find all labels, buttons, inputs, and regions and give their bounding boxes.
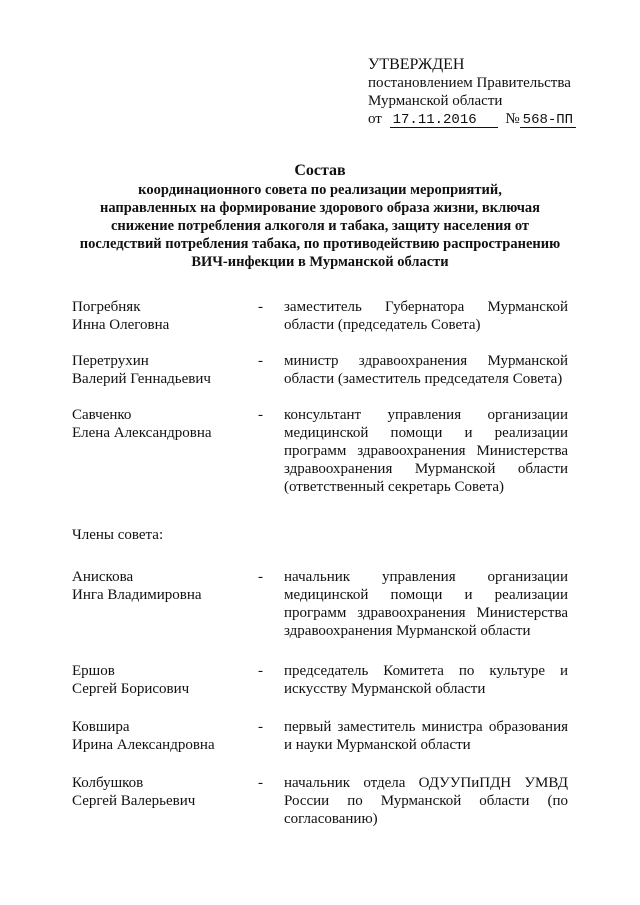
member-name [72,774,258,828]
member-role: начальник отдела ОДУУПиПДН УМВД России по Мурманской области (по согласованию) [284,775,568,827]
member-surname: Ершов [72,663,115,679]
approval-line-1: постановлением Правительства [368,75,571,91]
document-title [40,162,600,271]
member-name [72,718,258,754]
approval-date-line [368,110,588,128]
dash-separator: - [258,299,263,315]
approval-stamp [368,56,588,128]
member-name [72,662,258,698]
title-line-5: последствий потребления табака, по противодействию распространению [79,236,561,252]
roster-entry [72,298,572,334]
approval-line-2: Мурманской области [368,93,503,109]
member-role: заместитель Губернатора Мурманской области (председатель Совета) [284,299,568,333]
title-line-6: ВИЧ-инфекции в Мурманской области [191,254,449,270]
roster-entry [72,568,572,640]
member-name [72,568,258,640]
member-surname: Колбушков [72,775,144,791]
roster-entry [72,718,572,754]
member-surname: Ковшира [72,719,130,735]
member-given-names: Сергей Валерьевич [72,793,196,809]
roster-entry [72,352,572,388]
roster-entry [72,406,572,496]
approval-number: 568-ПП [520,113,576,128]
member-surname: Перетрухин [72,353,149,369]
roster-entry [72,662,572,698]
approval-from-label: от [368,111,382,127]
member-surname: Савченко [72,407,132,423]
member-given-names: Ирина Александровна [72,737,215,753]
roster-entry [72,774,572,828]
dash-separator: - [258,569,263,585]
dash-separator: - [258,353,263,369]
member-name [72,298,258,334]
member-role: начальник управления организации медицинской помощи и реализации программ здравоохранения Министерства здравоохранения Мурманской области [284,569,568,639]
title-line-3: направленных на формирование здорового образа жизни, включая [99,200,541,216]
approval-date: 17.11.2016 [390,113,498,128]
title-line-1: Состав [294,162,346,179]
dash-separator: - [258,663,263,679]
approval-heading: УТВЕРЖДЕН [368,56,465,73]
members-heading: Члены совета: [72,527,164,543]
council-roster [72,298,572,828]
member-role: председатель Комитета по культуре и искусству Мурманской области [284,663,568,697]
member-role: консультант управления организации медицинской помощи и реализации программ здравоохранения Министерства здравоохранения Мурманской области (ответственный секретарь Совета) [284,407,568,495]
approval-number-label: № [505,111,520,127]
member-role: первый заместитель министра образования и науки Мурманской области [284,719,568,753]
member-given-names: Валерий Геннадьевич [72,371,211,387]
member-given-names: Елена Александровна [72,425,212,441]
dash-separator: - [258,407,263,423]
dash-separator: - [258,719,263,735]
member-given-names: Сергей Борисович [72,681,190,697]
member-role: министр здравоохранения Мурманской области (заместитель председателя Совета) [284,353,568,387]
member-given-names: Инна Олеговна [72,317,170,333]
member-surname: Погребняк [72,299,141,315]
title-line-4: снижение потребления алкоголя и табака, защиту населения от [110,218,530,234]
member-name [72,352,258,388]
member-surname: Анискова [72,569,134,585]
dash-separator: - [258,775,263,791]
title-line-2: координационного совета по реализации мероприятий, [138,182,502,198]
member-given-names: Инга Владимировна [72,587,202,603]
member-name [72,406,258,496]
